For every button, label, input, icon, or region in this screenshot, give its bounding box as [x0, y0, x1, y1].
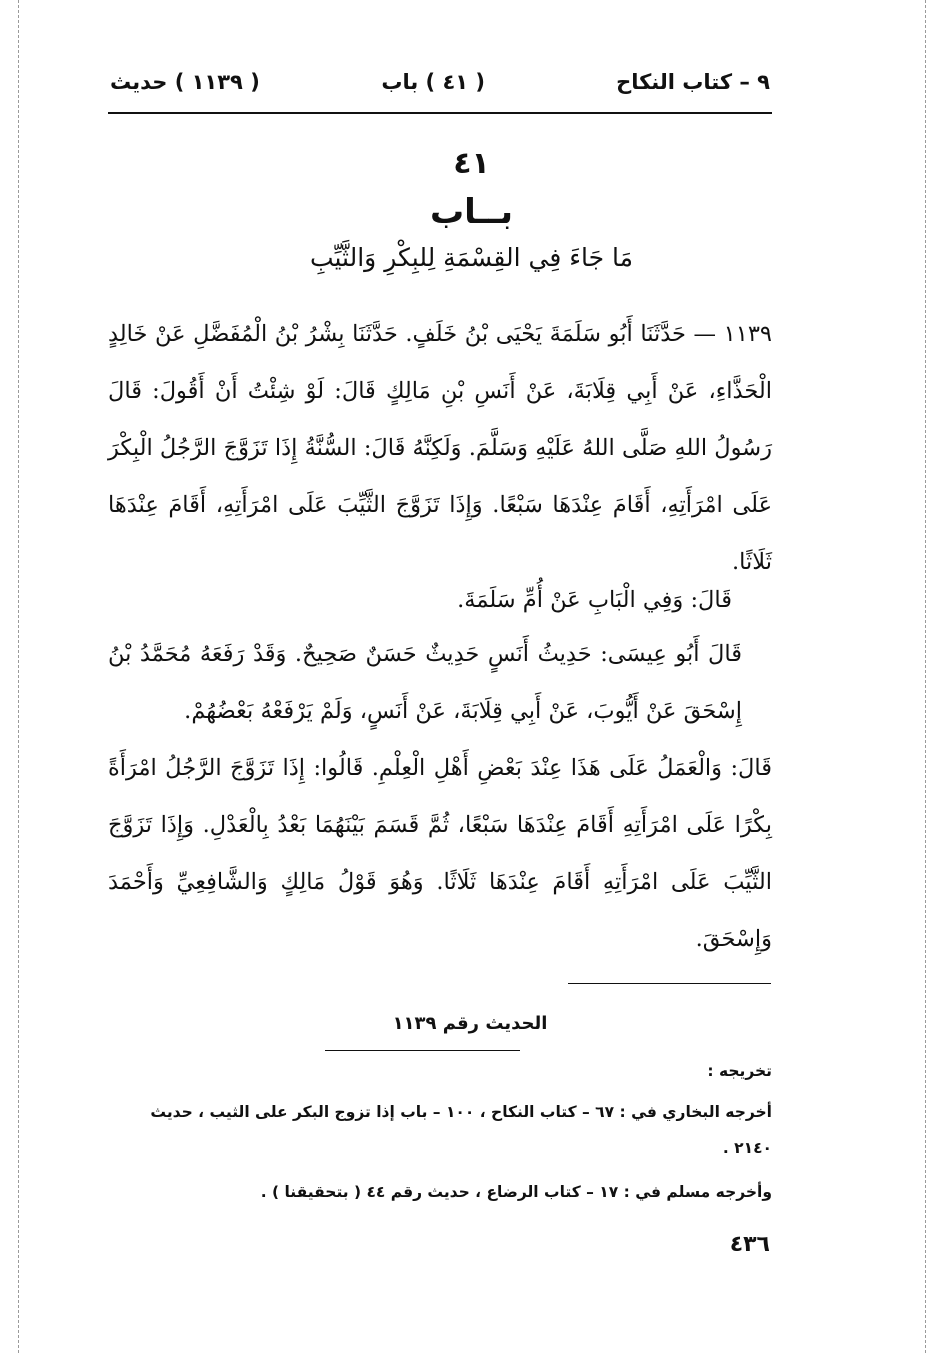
bab-note: [108, 572, 772, 629]
commentary-paragraph-1: قَالَ أَبُو عِيسَى: حَدِيثُ أَنَسٍ حَدِيثٌ حَسَنٌ صَحِيحٌ. وَقَدْ رَفَعَهُ مُحَمَّدُ بْنُ إِسْحَقَ عَنْ أَيُّوبَ، عَنْ أَبِي قِلَابَةَ، عَنْ أَنَسٍ، وَلَمْ يَرْفَعْهُ بَعْضُهُمْ.: [108, 641, 742, 724]
running-header-hadith: ( ١١٣٩ ) حديث: [110, 70, 260, 94]
commentary-paragraph-2: قَالَ: وَالْعَمَلُ عَلَى هَذَا عِنْدَ بَعْضِ أَهْلِ الْعِلْمِ. قَالُوا: إِذَا تَزَوَّجَ الرَّجُلُ امْرَأَةً بِكْرًا عَلَى امْرَأَتِهِ أَقَامَ عِنْدَهَا سَبْعًا، ثُمَّ قَسَمَ بَيْنَهُمَا بَعْدُ بِالْعَدْلِ. وَإِذَا تَزَوَّجَ الثَّيِّبَ عَلَى امْرَأَتِهِ أَقَامَ عِنْدَهَا ثَلَاثًا. وَهُوَ قَوْلُ مَالِكٍ وَالشَّافِعِيِّ وَأَحْمَدَ وَإِسْحَقَ.: [108, 755, 772, 952]
page-number: ٤٣٦: [729, 1232, 770, 1257]
footnote-line-2: وأخرجه مسلم في : ١٧ – كتاب الرضاع ، حديث رقم ٤٤ ( بتحقيقنا ) .: [260, 1183, 772, 1201]
chapter-title: مَا جَاءَ فِي القِسْمَةِ لِلبِكْرِ وَالثَّيِّبِ: [309, 243, 634, 272]
commentary: [108, 626, 772, 968]
footnote-heading: تخريجه :: [707, 1062, 772, 1080]
running-header-chapter: ( ٤١ ) باب: [381, 70, 485, 94]
footnote-title: الحديث رقم ١١٣٩: [392, 1013, 548, 1034]
chapter-word: بــاب: [430, 192, 513, 232]
footnote-title-rule: [325, 1050, 520, 1051]
footnote-line-1: أخرجه البخاري في : ٦٧ – كتاب النكاح ، ١٠٠ – باب إذا تزوج البكر على الثيب ، حديث ٢١٤٠ .: [150, 1103, 772, 1157]
hadith-paragraph: [108, 306, 772, 591]
footnote-separator: [568, 983, 771, 984]
header-rule: [108, 112, 772, 114]
hadith-text: ١١٣٩ — حَدَّثَنَا أَبُو سَلَمَةَ يَحْيَى بْنُ خَلَفٍ. حَدَّثَنَا بِشْرُ بْنُ الْمُفَضَّلِ عَنْ خَالِدٍ الْحَذَّاءِ، عَنْ أَبِي قِلَابَةَ، عَنْ أَنَسِ بْنِ مَالِكٍ قَالَ: لَوْ شِئْتُ أَنْ أَقُولَ: قَالَ رَسُولُ اللهِ صَلَّى اللهُ عَلَيْهِ وَسَلَّمَ. وَلَكِنَّهُ قَالَ: السُّنَّةُ إِذَا تَزَوَّجَ الرَّجُلُ الْبِكْرَ عَلَى امْرَأَتِهِ، أَقَامَ عِنْدَهَا سَبْعًا. وَإِذَا تَزَوَّجَ الثَّيِّبَ عَلَى امْرَأَتِهِ، أَقَامَ عِنْدَهَا ثَلَاثًا.: [108, 321, 772, 575]
running-header-book: ٩ – كتاب النكاح: [616, 70, 770, 94]
footnotes: [108, 1062, 772, 1210]
chapter-number: ٤١: [453, 146, 490, 181]
bab-note-text: قَالَ: وَفِي الْبَابِ عَنْ أُمِّ سَلَمَةَ.: [457, 587, 732, 613]
running-header: [110, 70, 770, 104]
